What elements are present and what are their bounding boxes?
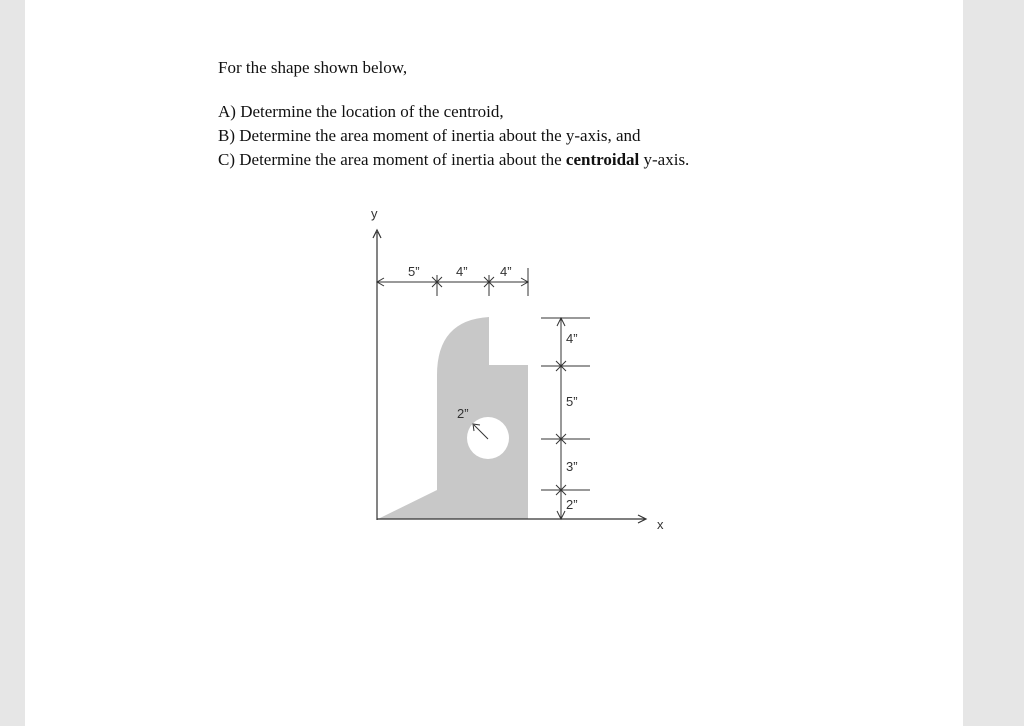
right-dim-4: 2” — [566, 497, 578, 512]
top-dim-2: 4” — [456, 264, 468, 279]
part-c-prefix: C) Determine the area moment of inertia about the — [218, 150, 566, 169]
composite-shape — [378, 317, 528, 519]
hole-radius-label: 2” — [457, 406, 469, 421]
right-dimension-line — [541, 318, 590, 519]
y-axis-label: y — [371, 206, 378, 221]
radius-arrow — [473, 424, 488, 439]
part-c-suffix: y-axis. — [639, 150, 690, 169]
right-dim-2: 5” — [566, 394, 578, 409]
top-dim-1: 5” — [408, 264, 420, 279]
part-a: A) Determine the location of the centroid, — [218, 102, 504, 121]
x-axis-label: x — [657, 517, 664, 532]
part-b: B) Determine the area moment of inertia about the y-axis, and — [218, 126, 641, 145]
right-dim-1: 4” — [566, 331, 578, 346]
top-dim-3: 4” — [500, 264, 512, 279]
right-dim-3: 3” — [566, 459, 578, 474]
y-axis — [373, 230, 381, 520]
problem-intro: For the shape shown below, — [218, 58, 408, 77]
part-c-bold: centroidal — [565, 150, 640, 169]
